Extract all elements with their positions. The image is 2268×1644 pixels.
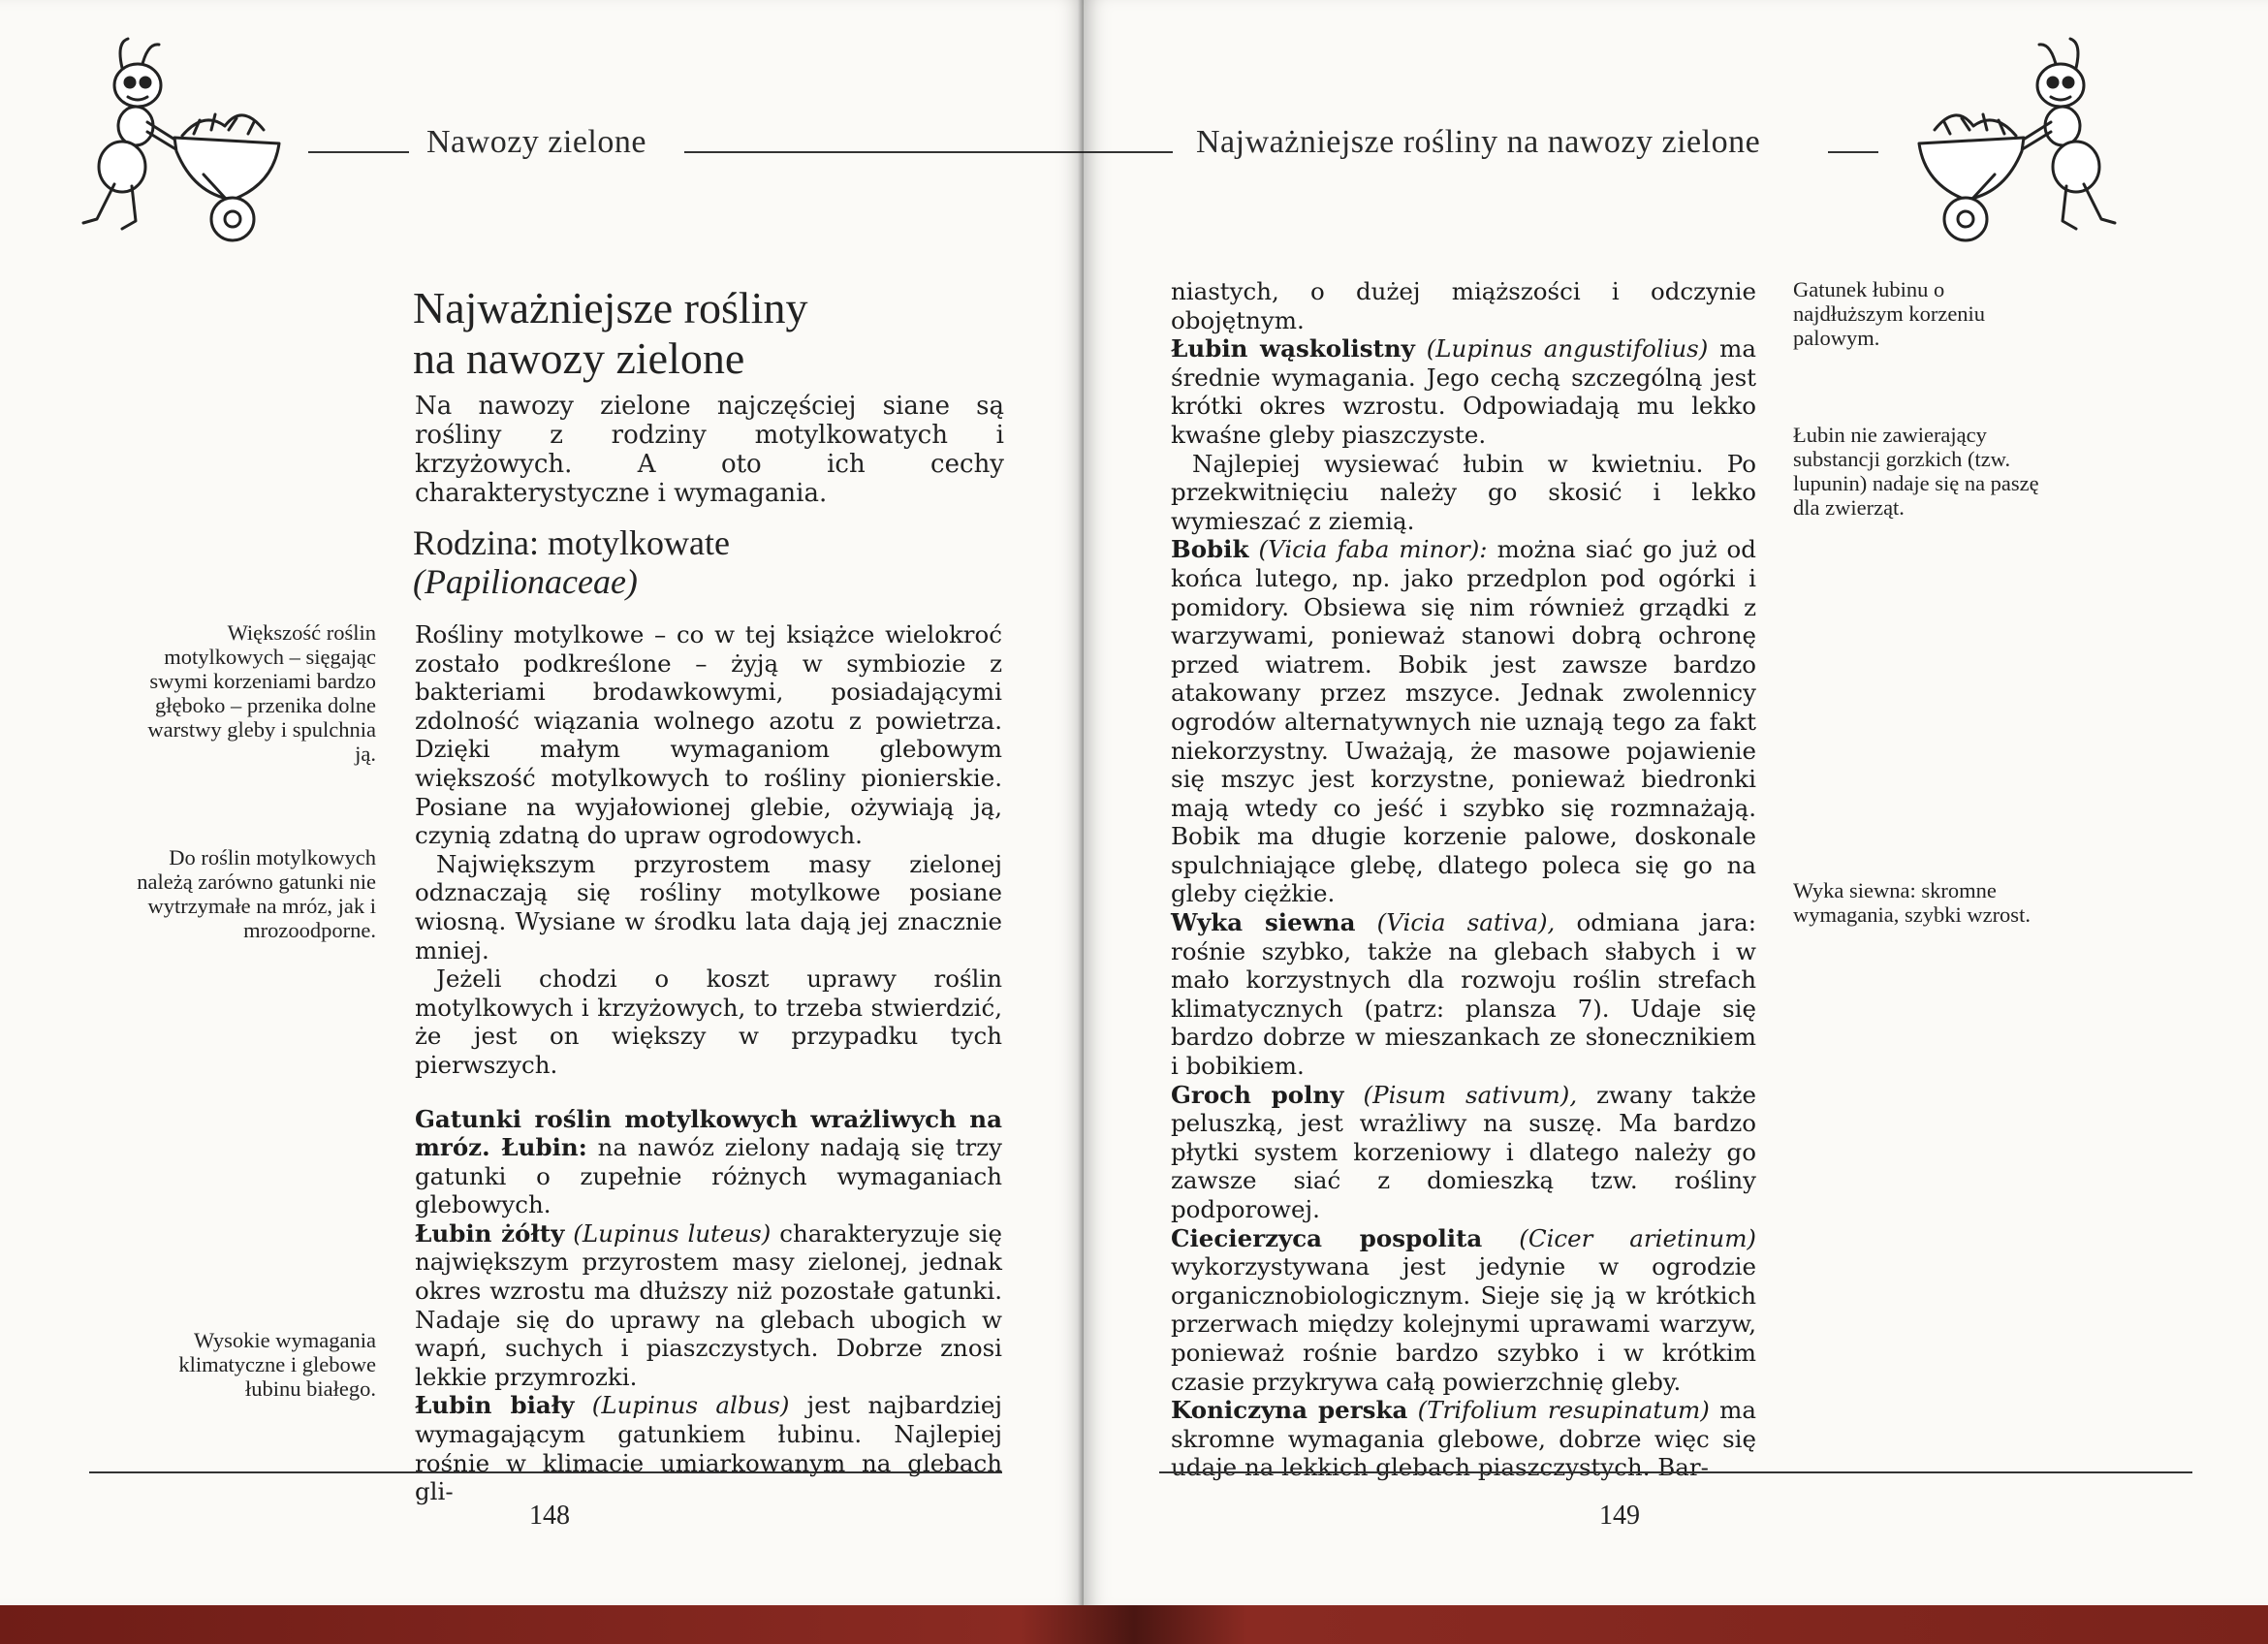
page-number: 148: [529, 1501, 570, 1531]
paragraph: Gatunki roślin motylkowych wrażliwych na mróz. Łubin: na nawóz zielony nadają się trzy gatunki o zupełnie różnych wymaganiach glebowych.: [415, 1104, 1002, 1219]
header-rule-left-long: [684, 151, 1084, 153]
term-bold: Łubin wąskolistny: [1171, 334, 1415, 364]
section-heading-latin: (Papilionaceae): [413, 562, 638, 601]
paragraph: Wyka siewna (Vicia sativa), odmiana jara: rośnie szybko, także na glebach słabych i w mało korzystnych dla rozwoju roślin strefach klimatycznych (patrz: plansza 7). Udaje się bardzo dobrze w mieszankach ze słonecznikiem i bobikiem.: [1171, 908, 1756, 1081]
paragraph: Najlepiej wysiewać łubin w kwietniu. Po przekwitnięciu należy go skosić i lekko wymieszać z ziemią.: [1171, 449, 1756, 535]
latin-name: (Trifolium resupinatum): [1407, 1396, 1710, 1425]
latin-name: (Vicia sativa),: [1355, 908, 1556, 937]
term-bold: Łubin biały: [415, 1391, 575, 1420]
latin-name: (Vicia faba minor):: [1248, 535, 1488, 564]
paragraph: Największym przyrostem masy zielonej odznaczają się rośliny motylkowe posiane wiosną. Wysiane w środku lata dają jej znacznie mniej.: [415, 849, 1002, 964]
right-body-text: [1171, 277, 1756, 1482]
chapter-title: [413, 283, 1053, 384]
left-page: [0, 0, 1084, 1609]
lead-paragraph: Na nawozy zielone najczęściej siane są rośliny z rodziny motylkowatych i krzyżowych. A oto ich cechy charakterystyczne i wymagania.: [415, 392, 1004, 508]
latin-name: (Lupinus angustifolius): [1414, 334, 1709, 364]
latin-name: (Lupinus luteus): [564, 1218, 772, 1248]
footer-rule: [1159, 1471, 2192, 1473]
chapter-title-line1: Najważniejsze rośliny: [413, 283, 808, 332]
header-rule-left-short: [308, 151, 409, 153]
term-bold: Wyka siewna: [1171, 908, 1356, 937]
ant-wheelbarrow-illustration-right: [1888, 29, 2140, 271]
margin-note: Wysokie wymagania klimatyczne i glebowe łubinu białego.: [178, 1328, 376, 1401]
running-header: Najważniejsze rośliny na nawozy zielone: [1196, 124, 1761, 160]
paragraph: Koniczyna perska (Trifolium resupinatum) ma skromne wymagania glebowe, dobrze więc się udaje na lekkich glebach piaszczystych. Bar-: [1171, 1396, 1756, 1482]
margin-note: Gatunek łubinu o najdłuższym korzeniu palowym.: [1793, 277, 1986, 350]
chapter-title-line2: na nawozy zielone: [413, 333, 745, 383]
term-bold: Groch polny: [1171, 1080, 1344, 1109]
latin-name: (Lupinus albus): [574, 1391, 790, 1420]
term-bold: Koniczyna perska: [1171, 1396, 1408, 1425]
term-bold: Ciecierzyca pospolita: [1171, 1223, 1483, 1252]
paragraph: niastych, o dużej miąższości i odczynie obojętnym.: [1171, 277, 1756, 334]
footer-rule: [89, 1471, 1002, 1473]
header-rule-right-short: [1828, 151, 1878, 153]
ant-wheelbarrow-illustration-left: [58, 29, 310, 271]
term-bold: Bobik: [1171, 535, 1249, 564]
page-number: 149: [1599, 1501, 1640, 1531]
paragraph: Łubin wąskolistny (Lupinus angustifolius) ma średnie wymagania. Jego cechą szczególną jest krótki okres wzrostu. Odpowiadają mu lekko kwaśne gleby piaszczyste.: [1171, 334, 1756, 449]
running-header: Nawozy zielone: [426, 124, 646, 160]
paragraph: Rośliny motylkowe – co w tej książce wielokroć zostało podkreślone – żyją w symbiozie z bakteriami brodawkowymi, posiadającymi zdolność wiązania wolnego azotu z powietrza. Dzięki małym wymaganiom glebowym większość motylkowych to rośliny pionierskie. Posiane na wyjałowionej glebie, ożywiają ją, czynią zdatną do upraw ogrodowych.: [415, 620, 1002, 850]
margin-note: Do roślin motylkowych należą zarówno gatunki nie wytrzymałe na mróz, jak i mrozoodporne.: [137, 845, 376, 942]
section-heading-text: Rodzina: motylkowate: [413, 523, 730, 562]
header-rule-right-long: [1084, 151, 1173, 153]
term-bold: Gatunki roślin motylkowych wrażliwych na mróz. Łubin:: [415, 1104, 1002, 1162]
term-bold: Łubin żółty: [415, 1218, 565, 1248]
margin-note: Wyka siewna: skromne wymagania, szybki wzrost.: [1793, 878, 2031, 927]
latin-name: (Pisum sativum),: [1343, 1080, 1578, 1109]
paragraph: Bobik (Vicia faba minor): można siać go już od końca lutego, np. jako przedplon pod ogórki i pomidory. Obsiewa się nim również grządki z warzywami, ponieważ stanowi dobrą ochronę przed wiatrem. Bobik jest zawsze bardzo atakowany przez mszyce. Jednak zwolennicy ogrodów alternatywnych nie uznają tego za fakt niekorzystny. Uważają, że masowe pojawienie się mszyc jest korzystne, ponieważ biedronki mają wtedy co jeść i szybko się rozmnażają. Bobik ma długie korzenie palowe, doskonale spulchniające glebę, dlatego poleca się go na gleby ciężkie.: [1171, 535, 1756, 908]
left-body-text: [415, 620, 1002, 1506]
paragraph: Ciecierzyca pospolita (Cicer arietinum) wykorzystywana jest jedynie w ogrodzie organicznobiologicznym. Sieje się ją w krótkich przerwach między kolejnymi uprawami warzyw, ponieważ rośnie bardzo szybko i w krótkim czasie przykrywa całą powierzchnię gleby.: [1171, 1223, 1756, 1396]
latin-name: (Cicer arietinum): [1482, 1223, 1756, 1252]
book-cover-edge: [0, 1605, 2268, 1644]
paragraph: Łubin żółty (Lupinus luteus) charakteryzuje się największym przyrostem masy zielonej, jednak okres wzrostu ma dłuższy niż pozostałe gatunki. Nadaje się do uprawy na glebach ubogich w wapń, suchych i piaszczystych. Dobrze znosi lekkie przymrozki.: [415, 1218, 1002, 1391]
right-page: [1084, 0, 2268, 1609]
margin-note: Łubin nie zawierający substancji gorzkich (tzw. lupunin) nadaje się na paszę dla zwierząt.: [1793, 423, 2039, 520]
paragraph: Łubin biały (Lupinus albus) jest najbardziej wymagającym gatunkiem łubinu. Najlepiej rośnie w klimacie umiarkowanym na glebach gli-: [415, 1391, 1002, 1506]
paragraph: Groch polny (Pisum sativum), zwany także peluszką, jest wrażliwy na suszę. Ma bardzo płytki system korzeniowy i dlatego należy go zawsze siać z domieszką tzw. rośliny podporowej.: [1171, 1080, 1756, 1223]
margin-note: Większość roślin motylkowych – sięgając swymi korzeniami bardzo głęboko – przenika dolne warstwy gleby i spulchnia ją.: [147, 620, 376, 766]
paragraph: Jeżeli chodzi o koszt uprawy roślin motylkowych i krzyżowych, to trzeba stwierdzić, że jest on większy w przypadku tych pierwszych.: [415, 964, 1002, 1079]
section-heading: [413, 523, 1053, 601]
